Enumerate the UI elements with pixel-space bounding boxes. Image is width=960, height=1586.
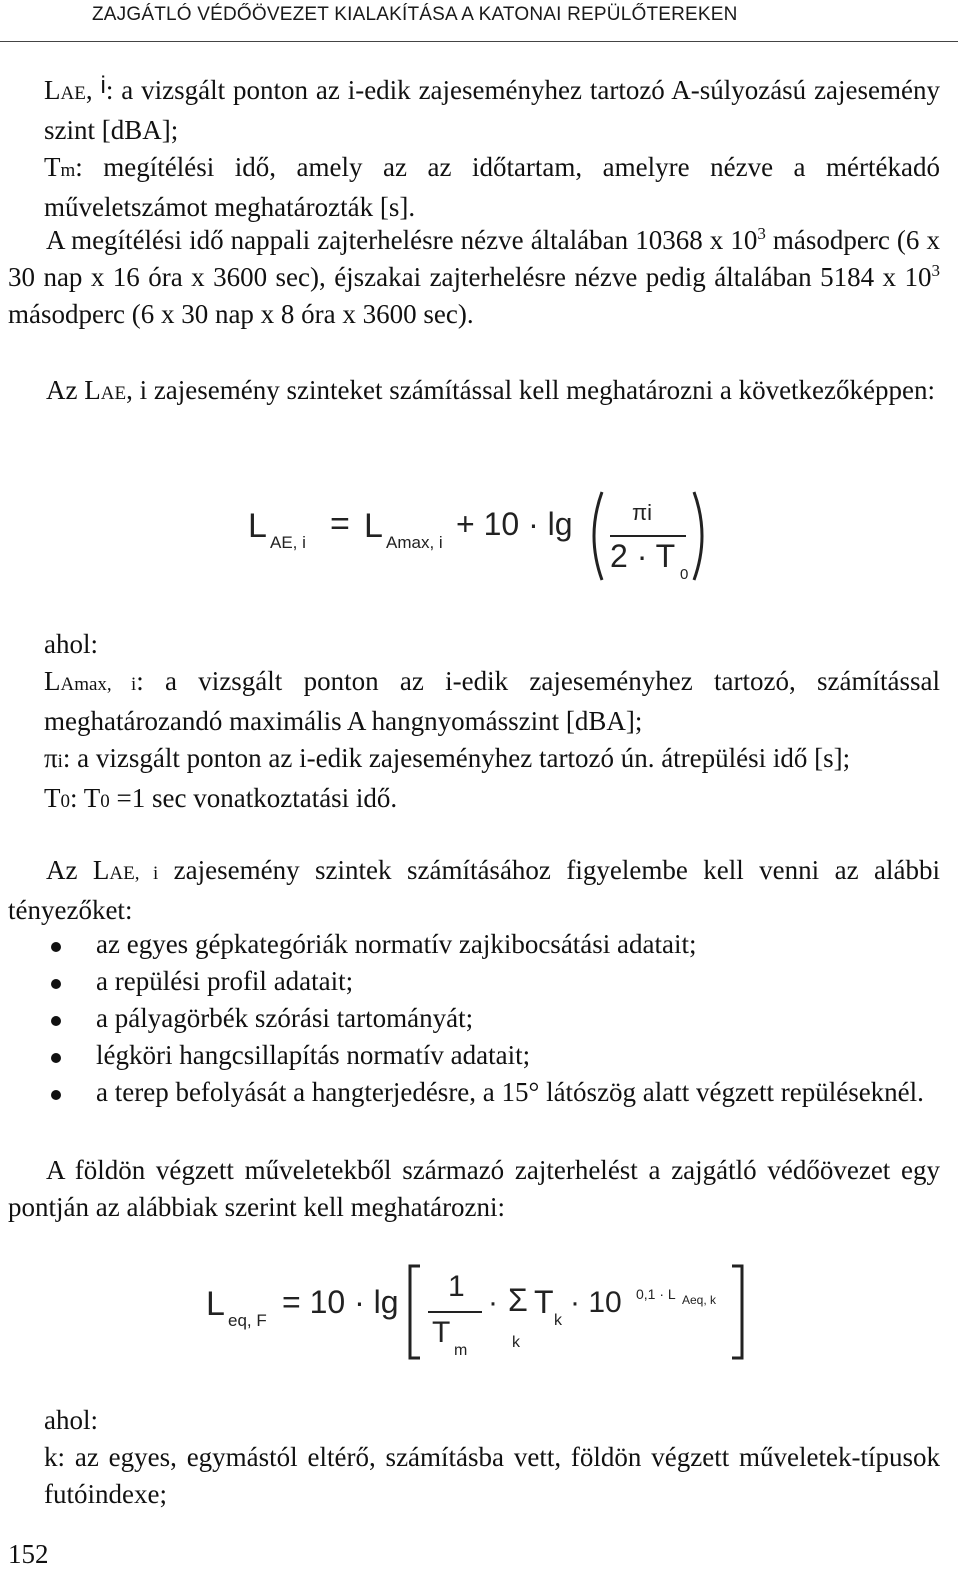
bullet-icon — [51, 979, 61, 989]
paragraph-factors-intro: Az LAE, i zajesemény szintek számításához figyelembe kell venni az alábbi tényezőket: — [8, 855, 940, 925]
formula-denominator: 2 · T — [610, 538, 676, 574]
list-item: az egyes gépkategóriák normatív zajkibocsátási adatait; — [0, 926, 940, 963]
definitions-lamax-pi-t0 — [44, 626, 940, 820]
formula-leq: L eq, F = 10 · lg 1 T m · Σ k T k · 10 0,1 · L Aeq, k — [206, 1262, 766, 1362]
header-rule — [0, 41, 958, 42]
formula-denominator: T — [432, 1316, 451, 1349]
bullet-icon — [51, 1016, 61, 1026]
list-item: a pályagörbék szórási tartományát; — [0, 1000, 940, 1037]
lae-index: i — [100, 72, 106, 99]
tm-definition: megítélési idő, amely az az időtartam, amelyre nézve a mértékadó műveletszámot meghatározták [s]. — [44, 152, 940, 222]
where-label: ahol: — [44, 629, 98, 659]
def-lamax: LAmax, i: a vizsgált ponton az i-edik zajeseményhez tartozó, számítással meghatározandó maximális A hangnyomásszint [dBA]; — [44, 666, 940, 736]
def-k: k: az egyes, egymástól eltérő, számításba vett, földön végzett műveletek-típusok futóindexe; — [44, 1442, 940, 1509]
lae-subscript: AE — [60, 83, 86, 104]
formula-lae: L AE, i = L Amax, i + 10 · lg πi 2 · T 0 — [248, 486, 708, 586]
page-number: 152 — [8, 1539, 49, 1569]
bullet-icon — [51, 942, 61, 952]
bullet-icon — [51, 1053, 61, 1063]
running-header: ZAJGÁTLÓ VÉDŐÖVEZET KIALAKÍTÁSA A KATONAI REPÜLŐTEREKEN — [92, 4, 738, 25]
list-item: a repülési profil adatait; — [0, 963, 940, 1000]
def-tm: Tm: megítélési idő, amely az az időtartam, amelyre nézve a mértékadó műveletszámot meghatározták [s]. — [44, 152, 940, 222]
lae-definition: a vizsgált ponton az i-edik zajeseményhez tartozó A-súlyozású zajesemény szint [dBA]; — [44, 75, 940, 145]
exponent: 3 — [931, 261, 940, 280]
def-pi: πi: a vizsgált ponton az i-edik zajeseményhez tartozó ún. átrepülési idő [s]; — [44, 743, 851, 773]
paragraph-ground-ops: A földön végzett műveletekből származó zajterhelést a zajgátló védőövezet egy pontján az alábbiak szerint kell meghatározni: — [8, 1155, 940, 1222]
paragraph-judgement-time: A megítélési idő nappali zajterhelésre nézve általában 10368 x $10^3$ másodperc (6 x 30 nap x 16 óra x 3600 sec), éjszakai zajterhelésre nézve pedig általában 5184 x $10^3$ másodperc (6 x 30 nap x 8 óra x 3600 sec). — [8, 224, 940, 329]
tm-symbol: T — [44, 152, 61, 182]
factor-list — [0, 926, 940, 1111]
def-lae: LAE, i: a vizsgált ponton az i-edik zajeseményhez tartozó A-súlyozású zajesemény szint [dBA]; — [44, 72, 940, 145]
exponent: 3 — [757, 224, 766, 243]
lae-symbol: L — [44, 75, 61, 105]
formula-numerator: πi — [632, 500, 653, 525]
bullet-icon — [51, 1090, 61, 1100]
def-t0: T0: T0 =1 sec vonatkoztatási idő. — [44, 783, 398, 813]
paragraph-lae-intro: Az LAE, i zajesemény szinteket számítással kell meghatározni a következőképpen: — [46, 375, 935, 405]
definitions-k — [44, 1402, 940, 1513]
tm-subscript: m — [60, 160, 76, 181]
where-label: ahol: — [44, 1405, 98, 1435]
list-item: légköri hangcsillapítás normatív adatait; — [0, 1037, 940, 1074]
definitions-lae-tm — [44, 72, 940, 226]
formula-numerator: 1 — [448, 1270, 465, 1303]
list-item: a terep befolyását a hangterjedésre, a 15° látószög alatt végzett repüléseknél. — [0, 1074, 940, 1111]
